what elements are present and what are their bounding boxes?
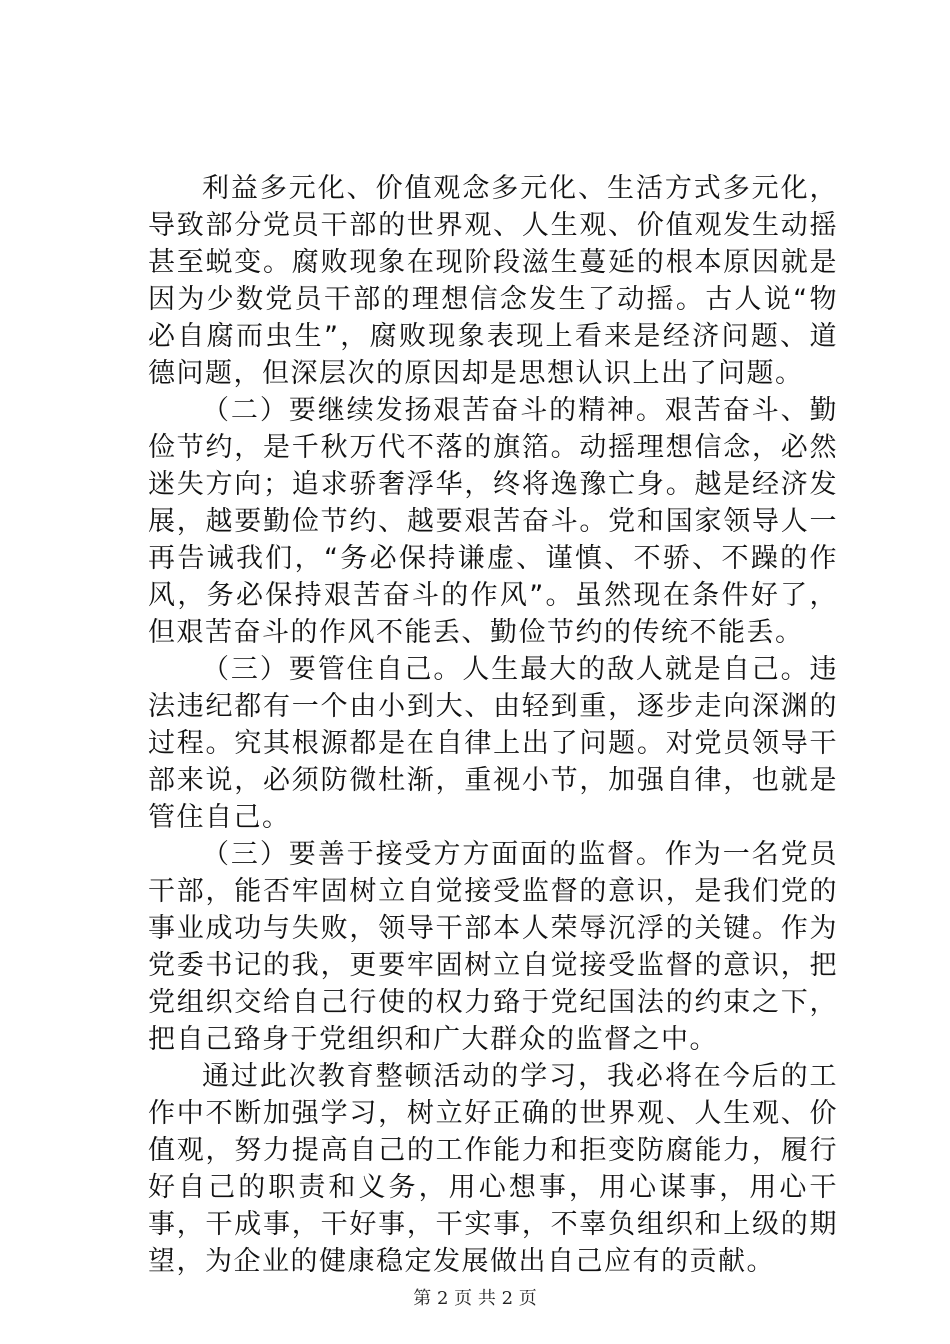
- page-number-footer: 第 2 页 共 2 页: [413, 1288, 537, 1309]
- paragraph-4: （三）要善于接受方方面面的监督。作为一名党员干部，能否牢固树立自觉接受监督的意识，是我们党的事业成功与失败，领导干部本人荣辱沉浮的关键。作为党委书记的我，更要牢固树立自觉接受监督的意识，把党组织交给自己行使的权力臵于党纪国法的约束之下，把自己臵身于党组织和广大群众的监督之中。: [148, 839, 838, 1055]
- document-body: [148, 170, 838, 1280]
- paragraph-2: （二）要继续发扬艰苦奋斗的精神。艰苦奋斗、勤俭节约，是千秋万代不落的旗箔。动摇理想信念，必然迷失方向；追求骄奢浮华，终将逸豫亡身。越是经济发展，越要勤俭节约、越要艰苦奋斗。党和国家领导人一再告诫我们，“务必保持谦虚、谨慎、不骄、不躁的作风，务必保持艰苦奋斗的作风”。虽然现在条件好了，但艰苦奋斗的作风不能丢、勤俭节约的传统不能丢。: [148, 395, 838, 648]
- paragraph-1: 利益多元化、价值观念多元化、生活方式多元化，导致部分党员干部的世界观、人生观、价值观发生动摇甚至蜕变。腐败现象在现阶段滋生蔓延的根本原因就是因为少数党员干部的理想信念发生了动摇。古人说“物必自腐而虫生”，腐败现象表现上看来是经济问题、道德问题，但深层次的原因却是思想认识上出了问题。: [148, 173, 838, 389]
- paragraph-5: 通过此次教育整顿活动的学习，我必将在今后的工作中不断加强学习，树立好正确的世界观、人生观、价值观，努力提高自己的工作能力和拒变防腐能力，履行好自己的职责和义务，用心想事，用心谋事，用心干事，干成事，干好事，干实事，不辜负组织和上级的期望，为企业的健康稳定发展做出自己应有的贡献。: [148, 1061, 838, 1277]
- paragraph-3: （三）要管住自己。人生最大的敌人就是自己。违法违纪都有一个由小到大、由轻到重，逐步走向深渊的过程。究其根源都是在自律上出了问题。对党员领导干部来说，必须防微杜渐，重视小节，加强自律，也就是管住自己。: [148, 654, 838, 833]
